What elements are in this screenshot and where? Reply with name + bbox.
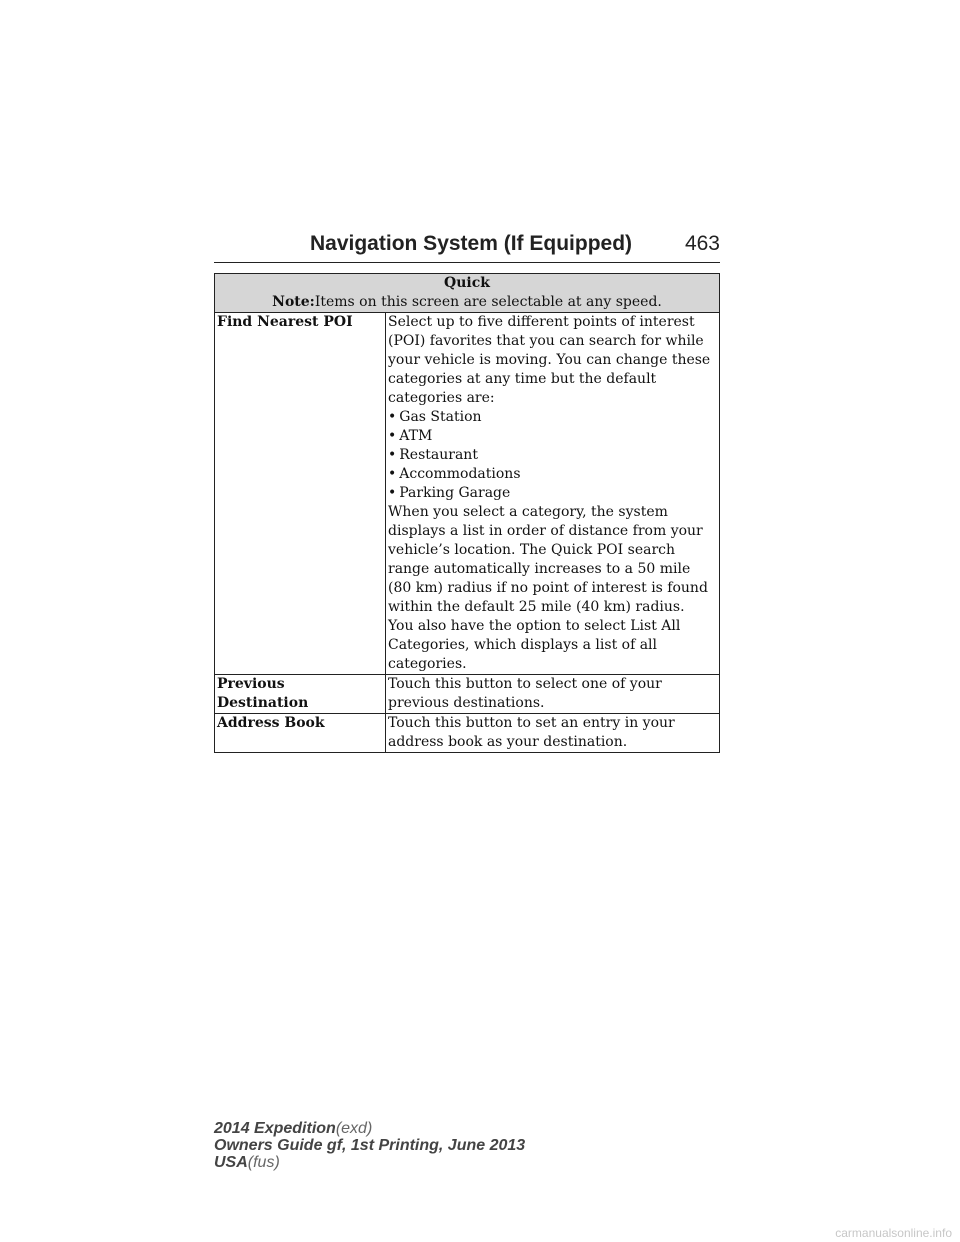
footer-line-2: Owners Guide gf, 1st Printing, June 2013 [214,1137,526,1154]
table-row [215,675,720,714]
row-description-previous-destination: Touch this button to select one of your previous destinations. [386,675,720,714]
row-label-address-book: Address Book [215,714,386,753]
table-row [215,714,720,753]
list-item: • Gas Station [388,408,717,427]
footer-market-code: (fus) [247,1154,280,1171]
list-item: • Parking Garage [388,484,717,503]
table-note [217,293,717,312]
list-item: • ATM [388,427,717,446]
poi-intro: Select up to five different points of interest (POI) favorites that you can search for while your vehicle is moving. You can change these categories at any time but the default categories are: [388,314,711,406]
table-heading: Quick [444,275,490,291]
table-header-cell [215,274,720,313]
watermark: carmanualsonline.info [835,1226,952,1240]
table-header-row [215,274,720,313]
label-line-1: Previous [217,676,285,692]
page-number: 463 [684,232,720,255]
page-header [214,230,720,263]
page-title: Navigation System (If Equipped) [310,232,633,255]
row-description-address-book: Touch this button to set an entry in your address book as your destination. [386,714,720,753]
poi-category-list [388,408,717,503]
quick-menu-table [214,273,720,753]
footer-model: 2014 Expedition [214,1120,336,1137]
footer-line-1 [214,1120,525,1137]
row-label-previous-destination [215,675,386,714]
footer-market: USA [214,1154,248,1171]
list-item: • Accommodations [388,465,717,484]
footer-line-3 [214,1154,525,1171]
table-row [215,313,720,675]
list-item: • Restaurant [388,446,717,465]
row-description-find-nearest-poi [386,313,720,675]
footer-model-code: (exd) [335,1120,373,1137]
document-footer [214,1120,525,1171]
poi-paragraph-2: When you select a category, the system displays a list in order of distance from your vehicle’s location. The Quick POI search range automatically increases to a 50 mile (80 km) radius if no point of interest is found within the default 25 mile (40 km) radius. [388,504,708,615]
label-line-2: Destination [217,695,309,711]
poi-paragraph-3: You also have the option to select List All Categories, which displays a list of all categories. [388,618,681,672]
row-label-find-nearest-poi: Find Nearest POI [215,313,386,675]
note-text: Items on this screen are selectable at any speed. [314,294,662,310]
note-label: Note: [272,294,315,310]
